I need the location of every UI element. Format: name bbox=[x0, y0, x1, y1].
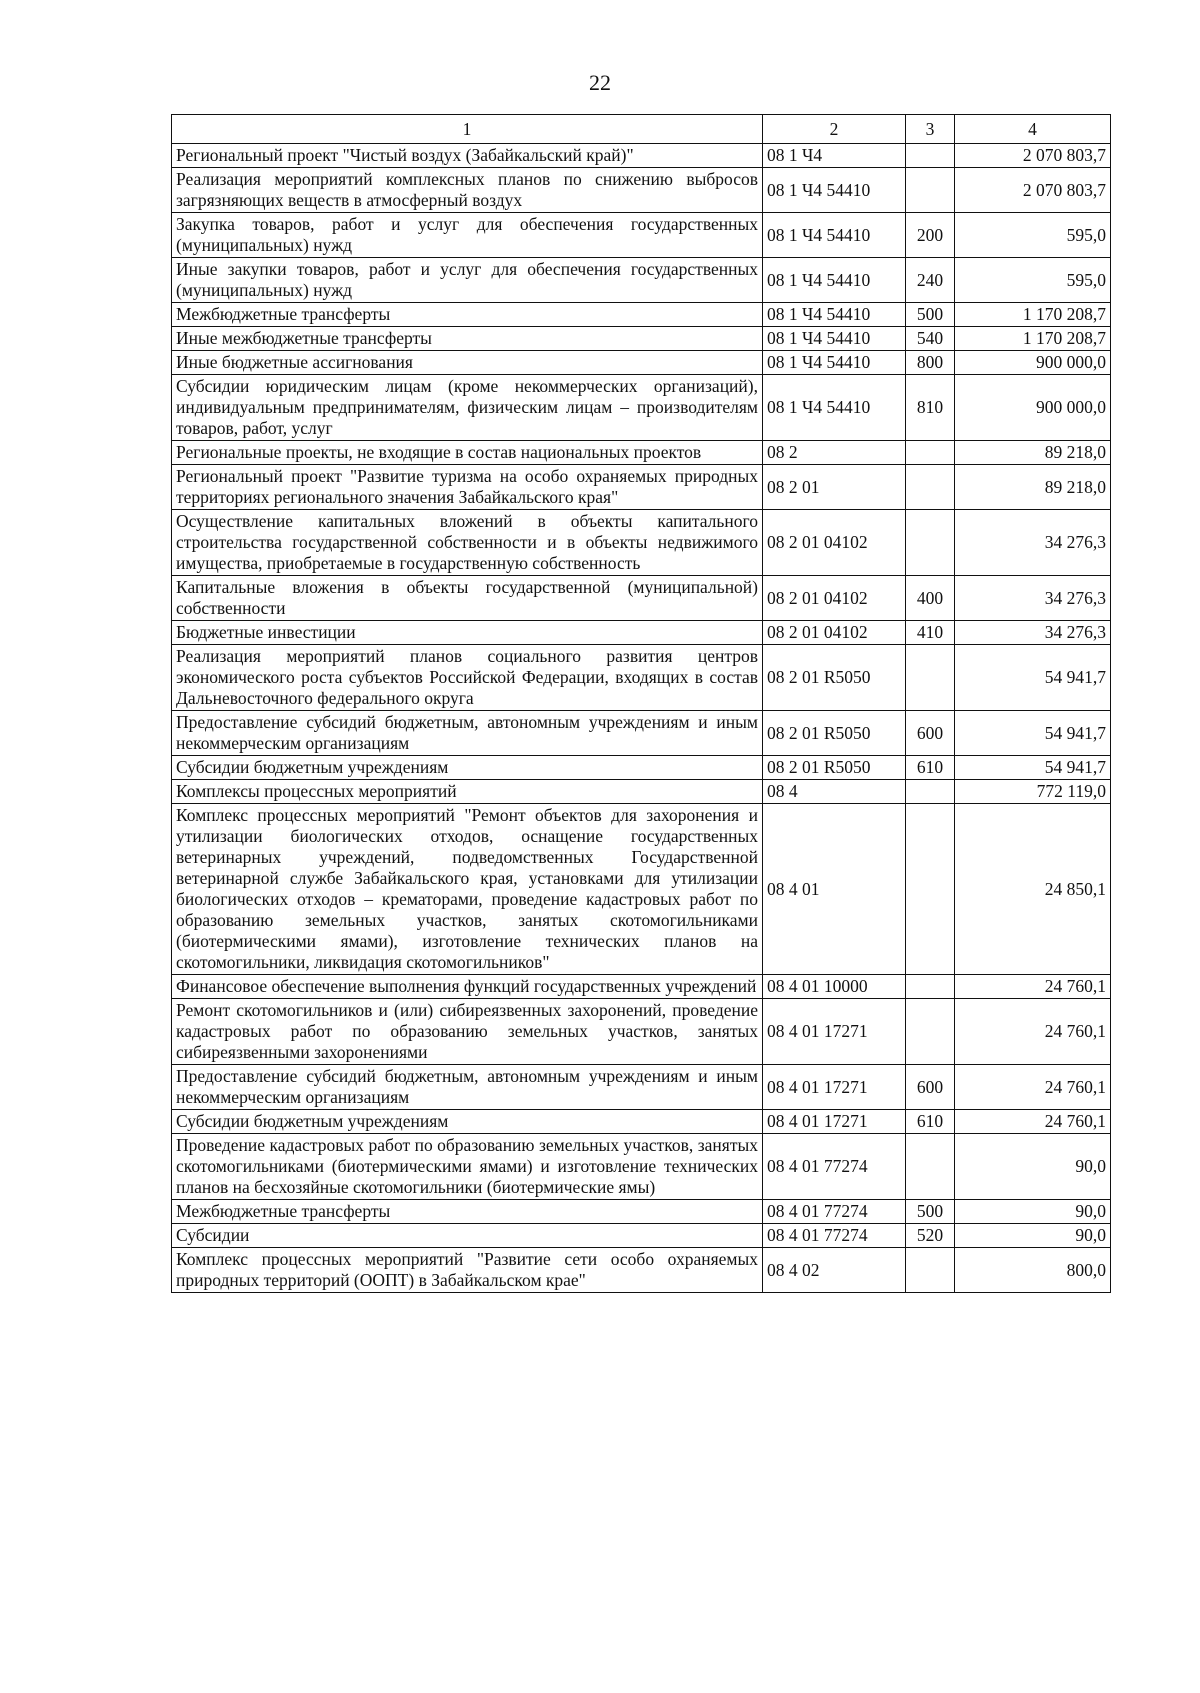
row-code-cell: 08 4 01 10000 bbox=[763, 975, 906, 999]
row-code-cell: 08 2 01 bbox=[763, 465, 906, 510]
row-type-cell: 610 bbox=[906, 1110, 955, 1134]
table-row bbox=[172, 1134, 1111, 1200]
row-amount-cell: 54 941,7 bbox=[955, 756, 1111, 780]
row-amount-cell: 34 276,3 bbox=[955, 576, 1111, 621]
row-type-cell bbox=[906, 645, 955, 711]
row-code-cell: 08 2 bbox=[763, 441, 906, 465]
row-amount-cell: 900 000,0 bbox=[955, 351, 1111, 375]
row-code-cell: 08 4 01 77274 bbox=[763, 1200, 906, 1224]
row-amount-cell: 24 760,1 bbox=[955, 975, 1111, 999]
row-code-cell: 08 1 Ч4 54410 bbox=[763, 168, 906, 213]
row-type-cell bbox=[906, 975, 955, 999]
row-type-cell bbox=[906, 510, 955, 576]
row-name-cell: Иные бюджетные ассигнования bbox=[172, 351, 763, 375]
column-header-1: 1 bbox=[172, 115, 763, 144]
row-code-cell: 08 1 Ч4 54410 bbox=[763, 258, 906, 303]
row-amount-cell: 900 000,0 bbox=[955, 375, 1111, 441]
row-code-cell: 08 4 01 77274 bbox=[763, 1134, 906, 1200]
row-type-cell: 500 bbox=[906, 303, 955, 327]
row-name-cell: Региональные проекты, не входящие в состав национальных проектов bbox=[172, 441, 763, 465]
row-type-cell: 610 bbox=[906, 756, 955, 780]
table-row bbox=[172, 258, 1111, 303]
row-amount-cell: 34 276,3 bbox=[955, 621, 1111, 645]
row-name-cell: Субсидии бюджетным учреждениям bbox=[172, 756, 763, 780]
column-header-2: 2 bbox=[763, 115, 906, 144]
budget-table bbox=[171, 114, 1111, 1293]
page-number: 22 bbox=[589, 70, 611, 95]
row-code-cell: 08 2 01 04102 bbox=[763, 510, 906, 576]
row-type-cell bbox=[906, 999, 955, 1065]
row-amount-cell: 89 218,0 bbox=[955, 465, 1111, 510]
table-row bbox=[172, 756, 1111, 780]
row-type-cell: 500 bbox=[906, 1200, 955, 1224]
row-type-cell bbox=[906, 441, 955, 465]
row-code-cell: 08 1 Ч4 bbox=[763, 144, 906, 168]
row-code-cell: 08 4 01 bbox=[763, 804, 906, 975]
table-row bbox=[172, 780, 1111, 804]
row-amount-cell: 89 218,0 bbox=[955, 441, 1111, 465]
row-amount-cell: 54 941,7 bbox=[955, 711, 1111, 756]
table-row bbox=[172, 1248, 1111, 1293]
row-amount-cell: 24 760,1 bbox=[955, 1110, 1111, 1134]
row-name-cell: Межбюджетные трансферты bbox=[172, 303, 763, 327]
row-amount-cell: 24 850,1 bbox=[955, 804, 1111, 975]
row-type-cell: 540 bbox=[906, 327, 955, 351]
table-row bbox=[172, 510, 1111, 576]
row-amount-cell: 595,0 bbox=[955, 258, 1111, 303]
row-amount-cell: 595,0 bbox=[955, 213, 1111, 258]
table-row bbox=[172, 711, 1111, 756]
table-row bbox=[172, 144, 1111, 168]
column-header-3: 3 bbox=[906, 115, 955, 144]
row-type-cell bbox=[906, 1134, 955, 1200]
row-code-cell: 08 2 01 R5050 bbox=[763, 645, 906, 711]
row-amount-cell: 90,0 bbox=[955, 1224, 1111, 1248]
table-row bbox=[172, 465, 1111, 510]
row-name-cell: Реализация мероприятий комплексных планов по снижению выбросов загрязняющих веществ в атмосферный воздух bbox=[172, 168, 763, 213]
column-header-4: 4 bbox=[955, 115, 1111, 144]
row-code-cell: 08 4 bbox=[763, 780, 906, 804]
table-row bbox=[172, 303, 1111, 327]
row-code-cell: 08 4 01 17271 bbox=[763, 1065, 906, 1110]
row-name-cell: Осуществление капитальных вложений в объекты капитального строительства государственной собственности и в объекты недвижимого имущества, приобретаемые в государственную собственность bbox=[172, 510, 763, 576]
table-row bbox=[172, 576, 1111, 621]
table-row bbox=[172, 1224, 1111, 1248]
row-code-cell: 08 2 01 04102 bbox=[763, 621, 906, 645]
row-type-cell: 520 bbox=[906, 1224, 955, 1248]
table-row bbox=[172, 351, 1111, 375]
table-row bbox=[172, 168, 1111, 213]
row-code-cell: 08 2 01 R5050 bbox=[763, 711, 906, 756]
table-row bbox=[172, 645, 1111, 711]
row-amount-cell: 800,0 bbox=[955, 1248, 1111, 1293]
row-code-cell: 08 4 02 bbox=[763, 1248, 906, 1293]
row-code-cell: 08 1 Ч4 54410 bbox=[763, 327, 906, 351]
table-row bbox=[172, 213, 1111, 258]
row-amount-cell: 90,0 bbox=[955, 1200, 1111, 1224]
row-name-cell: Проведение кадастровых работ по образованию земельных участков, занятых скотомогильниками (биотермическими ямами) и изготовление технических планов на бесхозяйные скотомогильники (биотермические ямы) bbox=[172, 1134, 763, 1200]
row-name-cell: Иные закупки товаров, работ и услуг для обеспечения государственных (муниципальных) нужд bbox=[172, 258, 763, 303]
row-code-cell: 08 2 01 04102 bbox=[763, 576, 906, 621]
table-row bbox=[172, 375, 1111, 441]
row-type-cell: 600 bbox=[906, 711, 955, 756]
table-row bbox=[172, 1200, 1111, 1224]
table-row bbox=[172, 975, 1111, 999]
row-amount-cell: 2 070 803,7 bbox=[955, 144, 1111, 168]
row-name-cell: Закупка товаров, работ и услуг для обеспечения государственных (муниципальных) нужд bbox=[172, 213, 763, 258]
row-type-cell: 600 bbox=[906, 1065, 955, 1110]
row-amount-cell: 1 170 208,7 bbox=[955, 303, 1111, 327]
row-type-cell: 410 bbox=[906, 621, 955, 645]
row-amount-cell: 24 760,1 bbox=[955, 1065, 1111, 1110]
row-type-cell bbox=[906, 1248, 955, 1293]
table-header-row bbox=[172, 115, 1111, 144]
row-name-cell: Комплекс процессных мероприятий "Ремонт объектов для захоронения и утилизации биологических отходов, оснащение государственных ветеринарных учреждений, подведомственных Государственной ветеринарной службе Забайкальского края, установками для утилизации биологических отходов – крематорами, проведение кадастровых работ по образованию земельных участков, занятых скотомогильниками (биотермическими ямами), изготовление технических планов на скотомогильники, ликвидация скотомогильников" bbox=[172, 804, 763, 975]
row-code-cell: 08 1 Ч4 54410 bbox=[763, 375, 906, 441]
row-code-cell: 08 4 01 17271 bbox=[763, 999, 906, 1065]
table-row bbox=[172, 327, 1111, 351]
row-amount-cell: 1 170 208,7 bbox=[955, 327, 1111, 351]
row-name-cell: Финансовое обеспечение выполнения функций государственных учреждений bbox=[172, 975, 763, 999]
row-code-cell: 08 1 Ч4 54410 bbox=[763, 351, 906, 375]
row-amount-cell: 54 941,7 bbox=[955, 645, 1111, 711]
row-name-cell: Капитальные вложения в объекты государственной (муниципальной) собственности bbox=[172, 576, 763, 621]
table-row bbox=[172, 1110, 1111, 1134]
row-name-cell: Межбюджетные трансферты bbox=[172, 1200, 763, 1224]
row-name-cell: Субсидии бюджетным учреждениям bbox=[172, 1110, 763, 1134]
row-name-cell: Субсидии bbox=[172, 1224, 763, 1248]
row-amount-cell: 90,0 bbox=[955, 1134, 1111, 1200]
row-type-cell: 400 bbox=[906, 576, 955, 621]
row-amount-cell: 772 119,0 bbox=[955, 780, 1111, 804]
row-name-cell: Иные межбюджетные трансферты bbox=[172, 327, 763, 351]
row-code-cell: 08 1 Ч4 54410 bbox=[763, 213, 906, 258]
row-code-cell: 08 4 01 77274 bbox=[763, 1224, 906, 1248]
row-type-cell bbox=[906, 780, 955, 804]
row-amount-cell: 34 276,3 bbox=[955, 510, 1111, 576]
row-type-cell bbox=[906, 465, 955, 510]
row-type-cell bbox=[906, 804, 955, 975]
row-name-cell: Региональный проект "Чистый воздух (Забайкальский край)" bbox=[172, 144, 763, 168]
row-type-cell: 240 bbox=[906, 258, 955, 303]
table-row bbox=[172, 804, 1111, 975]
row-type-cell bbox=[906, 144, 955, 168]
row-name-cell: Региональный проект "Развитие туризма на особо охраняемых природных территориях регионального значения Забайкальского края" bbox=[172, 465, 763, 510]
table-row bbox=[172, 441, 1111, 465]
row-name-cell: Реализация мероприятий планов социального развития центров экономического роста субъектов Российской Федерации, входящих в состав Дальневосточного федерального округа bbox=[172, 645, 763, 711]
row-type-cell: 800 bbox=[906, 351, 955, 375]
row-name-cell: Бюджетные инвестиции bbox=[172, 621, 763, 645]
row-code-cell: 08 1 Ч4 54410 bbox=[763, 303, 906, 327]
row-type-cell: 810 bbox=[906, 375, 955, 441]
row-code-cell: 08 2 01 R5050 bbox=[763, 756, 906, 780]
row-type-cell bbox=[906, 168, 955, 213]
row-code-cell: 08 4 01 17271 bbox=[763, 1110, 906, 1134]
table-row bbox=[172, 621, 1111, 645]
row-name-cell: Комплекс процессных мероприятий "Развитие сети особо охраняемых природных территорий (ООПТ) в Забайкальском крае" bbox=[172, 1248, 763, 1293]
row-name-cell: Субсидии юридическим лицам (кроме некоммерческих организаций), индивидуальным предпринимателям, физическим лицам – производителям товаров, работ, услуг bbox=[172, 375, 763, 441]
table-row bbox=[172, 999, 1111, 1065]
row-name-cell: Комплексы процессных мероприятий bbox=[172, 780, 763, 804]
table-body bbox=[172, 144, 1111, 1293]
row-name-cell: Предоставление субсидий бюджетным, автономным учреждениям и иным некоммерческим организациям bbox=[172, 1065, 763, 1110]
row-type-cell: 200 bbox=[906, 213, 955, 258]
row-amount-cell: 24 760,1 bbox=[955, 999, 1111, 1065]
row-amount-cell: 2 070 803,7 bbox=[955, 168, 1111, 213]
table-row bbox=[172, 1065, 1111, 1110]
row-name-cell: Предоставление субсидий бюджетным, автономным учреждениям и иным некоммерческим организациям bbox=[172, 711, 763, 756]
row-name-cell: Ремонт скотомогильников и (или) сибиреязвенных захоронений, проведение кадастровых работ по образованию земельных участков, занятых сибиреязвенными захоронениями bbox=[172, 999, 763, 1065]
